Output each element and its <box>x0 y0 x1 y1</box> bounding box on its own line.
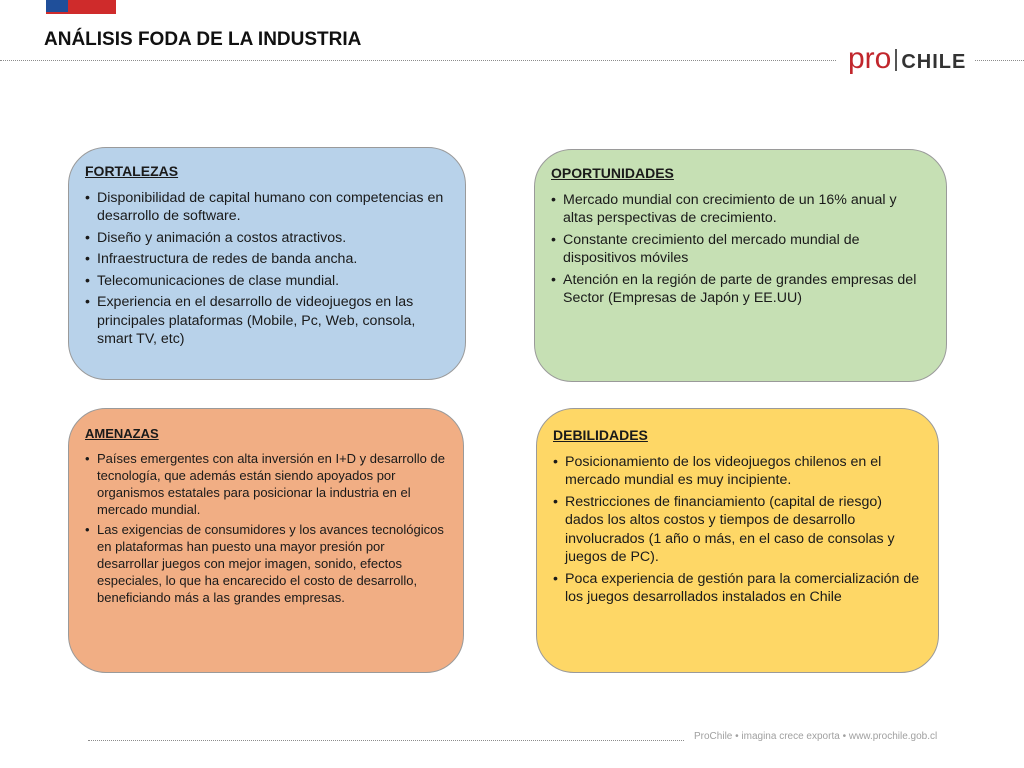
list-item: • Mercado mundial con crecimiento de un 16% anual y altas perspectivas de crecimiento. <box>551 191 930 228</box>
chile-flag-icon <box>46 0 116 12</box>
list-item: • Diseño y animación a costos atractivos. <box>85 229 449 248</box>
fortalezas-list <box>85 189 449 349</box>
oportunidades-heading: OPORTUNIDADES <box>551 165 674 181</box>
list-item: • Países emergentes con alta inversión en I+D y desarrollo de tecnología, que además están siendo apoyados por organismos estatales para posicionar la industria en el mercado mundial. <box>85 450 447 518</box>
footer-text: ProChile • imagina crece exporta • www.prochile.gob.cl <box>694 731 938 742</box>
list-item: • Atención en la región de parte de grandes empresas del Sector (Empresas de Japón y EE.UU) <box>551 271 930 308</box>
debilidades-list <box>553 453 922 607</box>
amenazas-list <box>85 450 447 606</box>
fortalezas-box <box>68 147 466 380</box>
list-item: • Las exigencias de consumidores y los avances tecnológicos en plataformas han puesto una mayor presión por desarrollar juegos con mejor imagen, sonido, efectos especiales, lo que ha encarecido el costo de desarrollo, beneficiando más a las grandes empresas. <box>85 521 447 606</box>
logo-chile-text: CHILE <box>901 51 967 73</box>
prochile-logo <box>848 40 966 74</box>
list-item: • Experiencia en el desarrollo de videojuegos en las principales plataformas (Mobile, Pc, Web, consola, smart TV, etc) <box>85 293 449 349</box>
logo-separator <box>895 49 897 71</box>
list-item: • Restricciones de financiamiento (capital de riesgo) dados los altos costos y tiempos de desarrollo involucrados (1 año o más, en el caso de consolas y juegos de PC). <box>553 493 922 567</box>
top-divider <box>0 60 836 61</box>
fortalezas-heading: FORTALEZAS <box>85 163 179 179</box>
list-item: • Telecomunicaciones de clase mundial. <box>85 272 449 291</box>
list-item: • Infraestructura de redes de banda ancha. <box>85 250 449 269</box>
page-title: ANÁLISIS FODA DE LA INDUSTRIA <box>44 29 362 50</box>
debilidades-heading: DEBILIDADES <box>553 427 648 443</box>
amenazas-heading: AMENAZAS <box>85 426 159 441</box>
debilidades-box <box>536 408 939 673</box>
list-item: • Disponibilidad de capital humano con competencias en desarrollo de software. <box>85 189 449 226</box>
list-item: • Poca experiencia de gestión para la comercialización de los juegos desarrollados instalados en Chile <box>553 570 922 607</box>
top-divider-right <box>975 60 1024 61</box>
amenazas-box <box>68 408 464 673</box>
logo-pro-text: pro <box>848 42 892 75</box>
oportunidades-list <box>551 191 930 308</box>
bottom-divider <box>88 740 684 741</box>
list-item: • Constante crecimiento del mercado mundial de dispositivos móviles <box>551 231 930 268</box>
list-item: • Posicionamiento de los videojuegos chilenos en el mercado mundial es muy incipiente. <box>553 453 922 490</box>
oportunidades-box <box>534 149 947 382</box>
